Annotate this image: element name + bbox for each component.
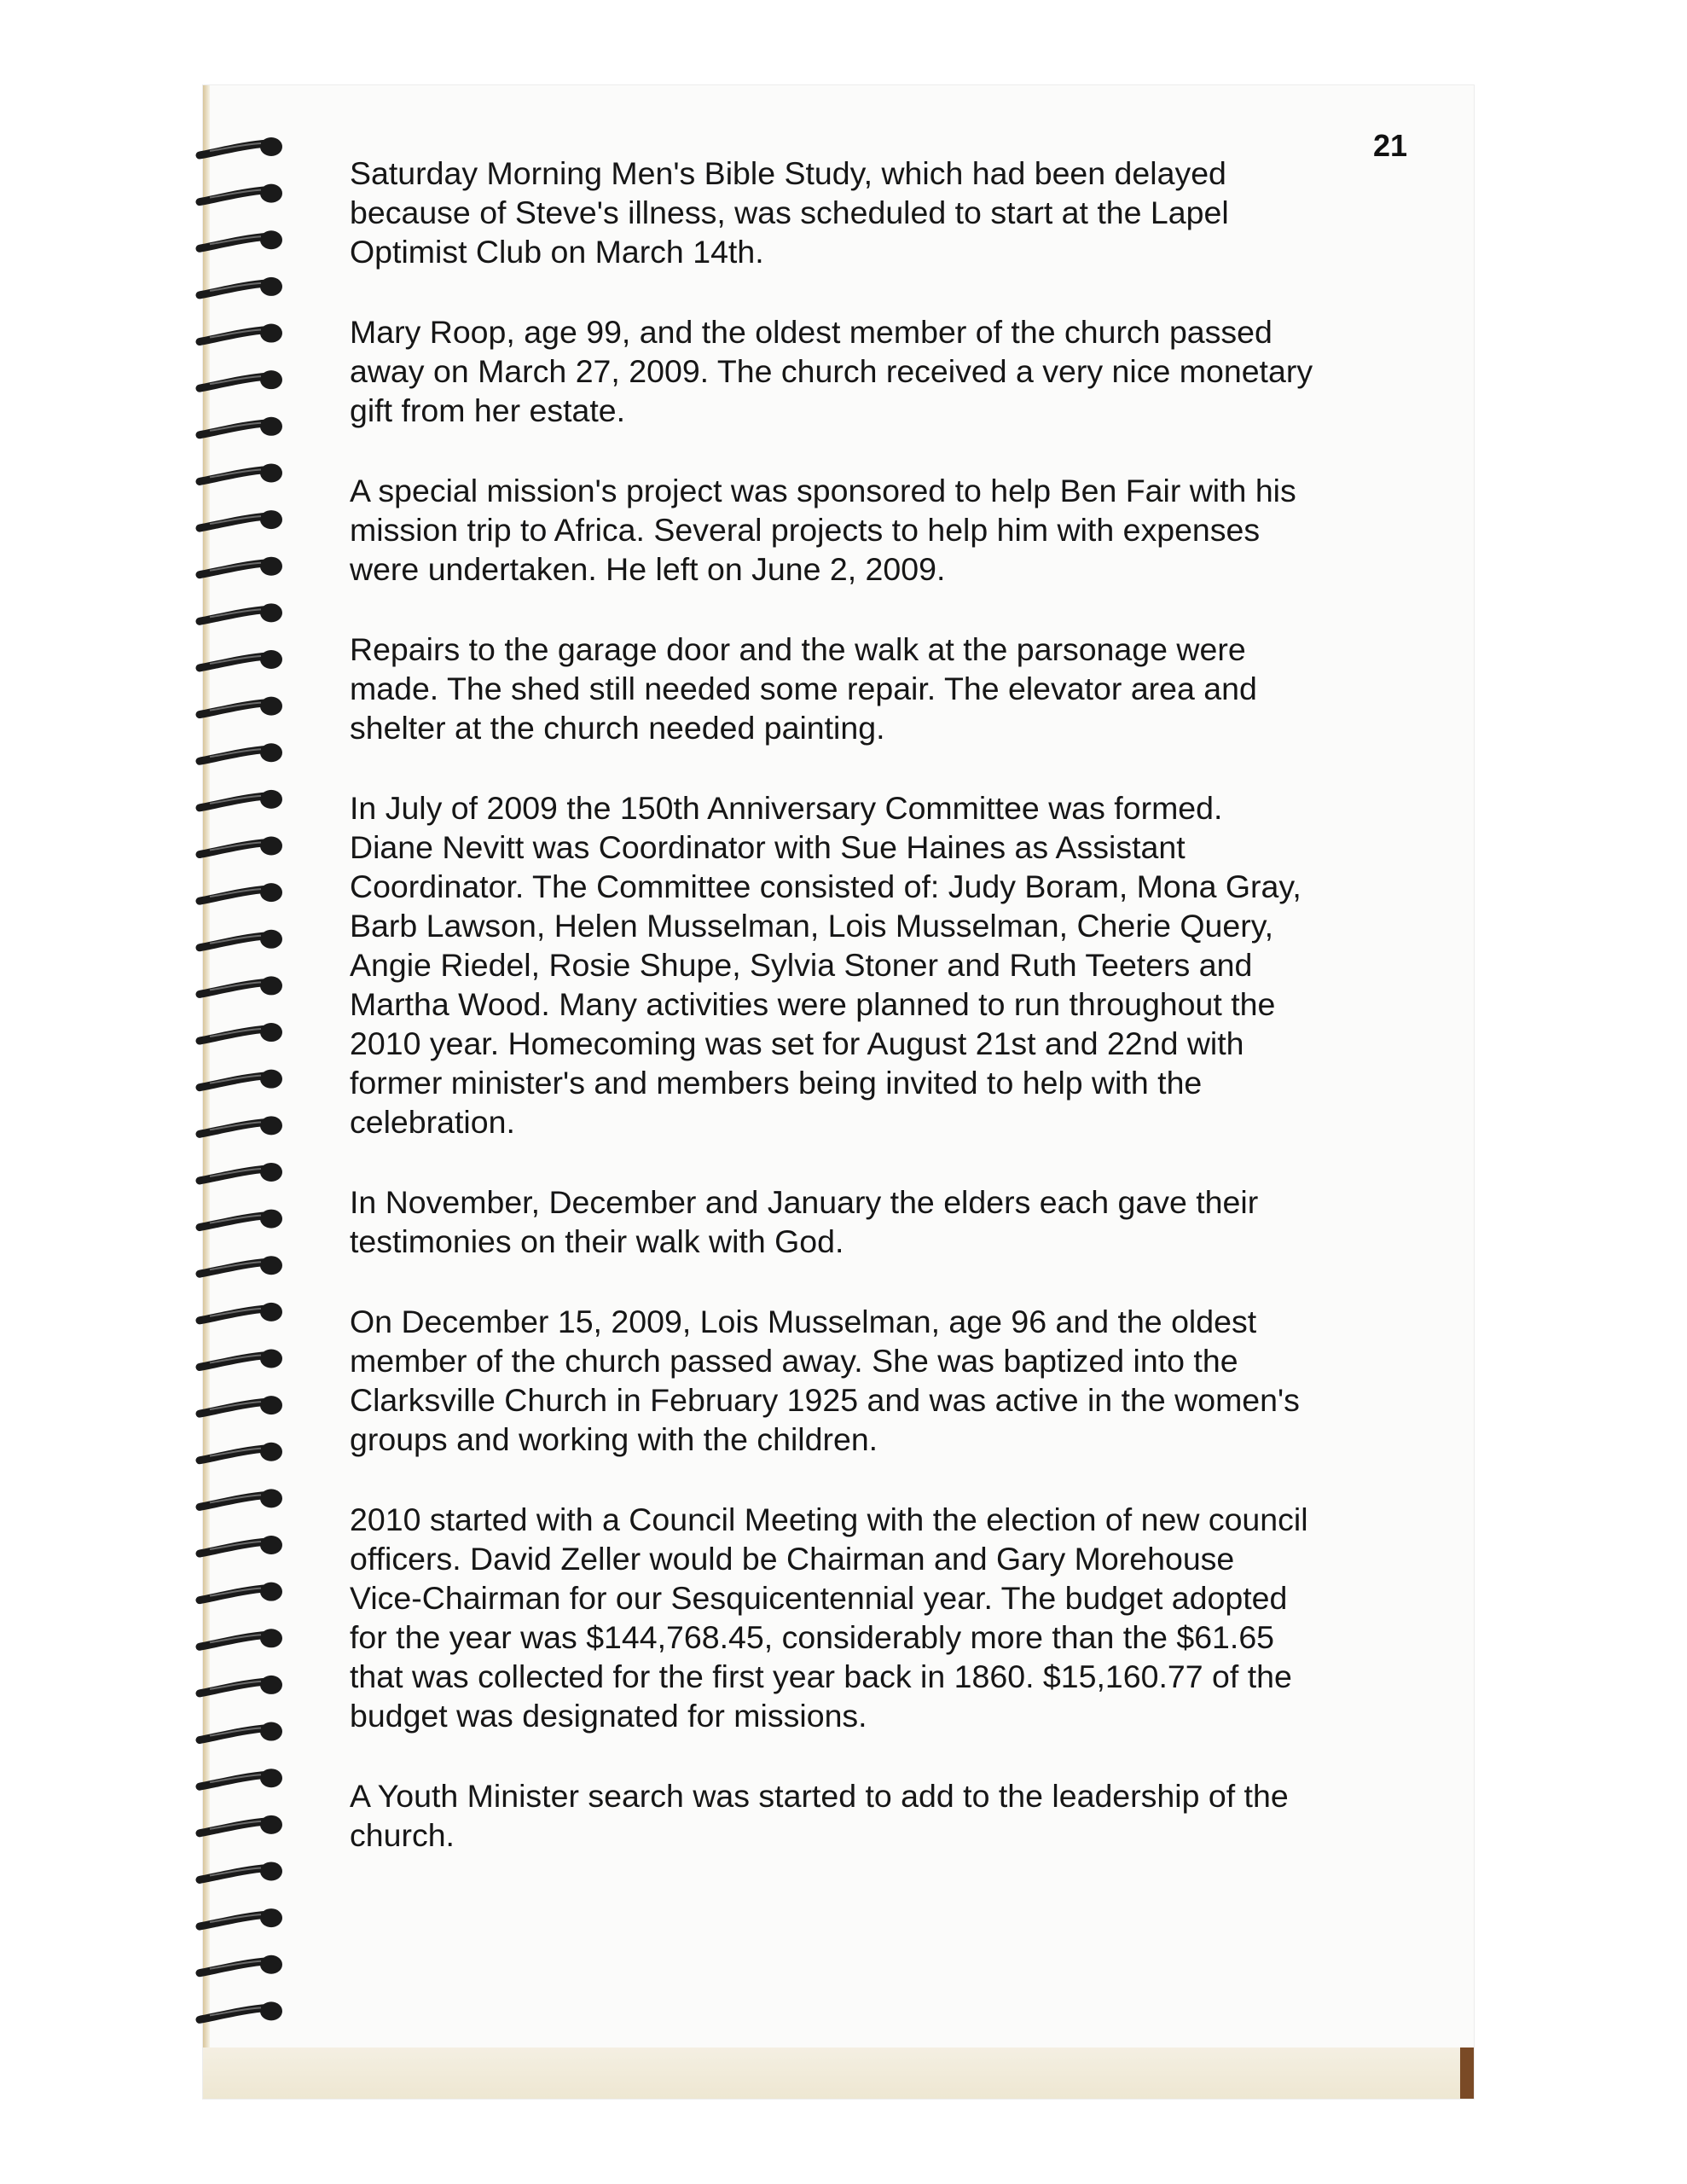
paragraph-lois-musselman: On December 15, 2009, Lois Musselman, age 96 and the oldest member of the church passed away. She was baptized into the Clarksville Church in February 1925 and was active in the women's groups and working with the children. — [350, 1304, 1300, 1457]
spiral-coil-icon — [200, 883, 282, 902]
spiral-coil-icon — [200, 1070, 282, 1089]
spiral-coil-icon — [200, 790, 282, 809]
spiral-coil-icon — [200, 1815, 282, 1834]
spiral-coil-icon — [200, 1862, 282, 1880]
book-cover-edge — [1460, 2048, 1474, 2099]
spiral-coil-icon — [200, 277, 282, 296]
spiral-coil-icon — [200, 417, 282, 436]
spiral-coil-icon — [200, 743, 282, 762]
paragraph-mission-project: A special mission's project was sponsored to help Ben Fair with his mission trip to Africa. Several projects to help him with expenses were undertaken. He left on June 2, 2009. — [350, 473, 1296, 587]
spiral-coil-icon — [200, 976, 282, 995]
spiral-coil-icon — [200, 1303, 282, 1321]
spiral-coil-icon — [200, 1023, 282, 1042]
spiral-coil-icon — [200, 1769, 282, 1787]
spiral-coil-icon — [200, 1349, 282, 1368]
paragraph-council-meeting: 2010 started with a Council Meeting with the election of new council officers. David Zeller would be Chairman and Gary Morehouse Vice-Chairman for our Sesquicentennial year. The budget adopted for the year was $144,768.45, considerably more than the $61.65 that was collected for the first year back in 1860. $15,160.77 of the budget was designated for missions. — [350, 1502, 1308, 1734]
spiral-coil-icon — [200, 603, 282, 622]
spiral-coil-icon — [200, 1908, 282, 1927]
page-number: 21 — [1373, 128, 1408, 163]
spiral-coil-icon — [200, 137, 282, 156]
spiral-coil-icon — [200, 1210, 282, 1228]
paragraph-mary-roop: Mary Roop, age 99, and the oldest member of the church passed away on March 27, 2009. The church received a very nice monetary gift from her estate. — [350, 314, 1313, 428]
paragraph-youth-minister: A Youth Minister search was started to add to the leadership of the church. — [350, 1778, 1289, 1853]
spiral-coil-icon — [200, 1536, 282, 1554]
paragraph-bible-study: Saturday Morning Men's Bible Study, which had been delayed because of Steve's illness, was scheduled to start at the Lapel Optimist Club on March 14th. — [350, 155, 1229, 270]
spiral-coil-icon — [200, 510, 282, 529]
spiral-coil-icon — [200, 184, 282, 203]
spiral-coil-icon — [200, 650, 282, 669]
spiral-coil-icon — [200, 1256, 282, 1275]
spiral-coil-icon — [200, 463, 282, 482]
paragraph-anniversary-committee: In July of 2009 the 150th Anniversary Committee was formed. Diane Nevitt was Coordinator with Sue Haines as Assistant Coordinator. The Committee consisted of: Judy Boram, Mona Gray, Barb Lawson, Helen Musselman, Lois Musselman, Cherie Query, Angie Riedel, Rosie Shupe, Sylvia Stoner and Ruth Teeters and Martha Wood. Many activities were planned to run throughout the 2010 year. Homecoming was set for August 21st and 22nd with former minister's and members being invited to help with the celebration. — [350, 790, 1301, 1140]
spiral-coil-icon — [200, 1489, 282, 1507]
spiral-coil-icon — [200, 697, 282, 716]
spiral-coil-icon — [200, 1955, 282, 1974]
spiral-coil-icon — [200, 1676, 282, 1694]
spiral-coil-icon — [200, 557, 282, 576]
spiral-coil-icon — [200, 1629, 282, 1647]
spiral-coil-icon — [200, 1583, 282, 1601]
paragraph-repairs: Repairs to the garage door and the walk at the parsonage were made. The shed still needed some repair. The elevator area and shelter at the church needed painting. — [350, 631, 1257, 746]
paper-bottom-edge — [203, 2048, 1474, 2099]
spiral-coil-icon — [200, 837, 282, 856]
spiral-coil-icon — [200, 2001, 282, 2020]
spiral-binding-icon — [193, 128, 287, 2048]
spiral-coil-icon — [200, 930, 282, 949]
page-body — [350, 154, 1433, 1896]
spiral-coil-icon — [200, 370, 282, 389]
spiral-coil-icon — [200, 1443, 282, 1461]
paragraph-elders-testimonies: In November, December and January the elders each gave their testimonies on their walk with God. — [350, 1184, 1259, 1259]
spiral-coil-icon — [200, 1116, 282, 1135]
spiral-coil-icon — [200, 1163, 282, 1182]
spiral-coil-icon — [200, 230, 282, 249]
spiral-coil-icon — [200, 1722, 282, 1741]
spiral-coil-icon — [200, 1396, 282, 1414]
spiral-coil-icon — [200, 324, 282, 343]
